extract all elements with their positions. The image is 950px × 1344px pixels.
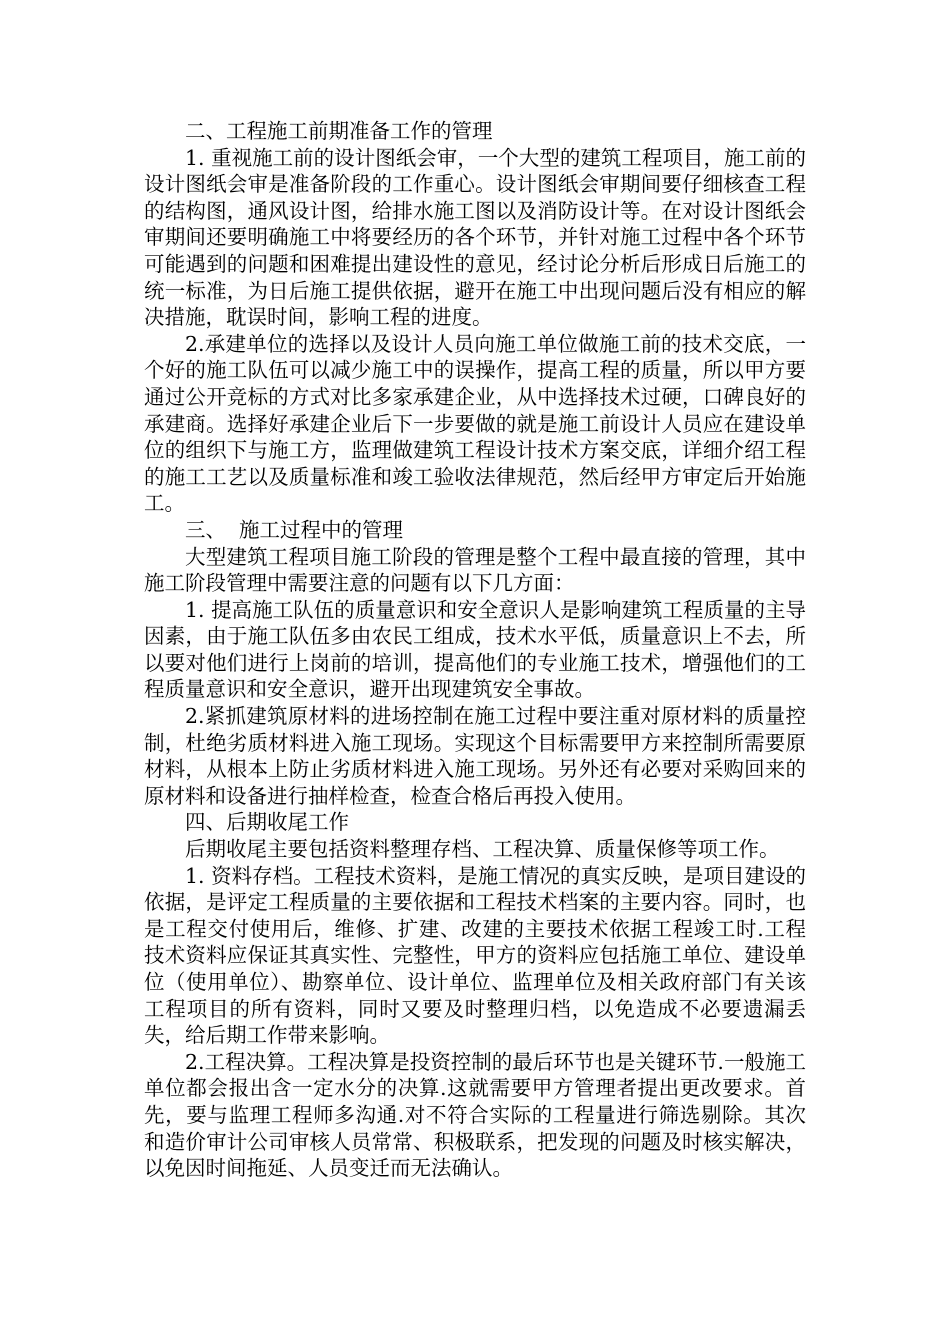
section-heading-2: 二、工程施工前期准备工作的管理 [185, 119, 493, 143]
section-heading-4: 四、后期收尾工作 [185, 810, 349, 835]
paragraph-quality-awareness: 1. 提高施工队伍的质量意识和安全意识人是影响建筑工程质量的主导因素，由于施工队伍多由农民工组成，技术水平低，质量意识上不去，所以要对他们进行上岗前的培训，提高他们的专业施工技术，增强他们的工程质量意识和安全意识，避开出现建筑安全事故。 [144, 597, 806, 702]
paragraph-final-accounts: 2.工程决算。工程决算是投资控制的最后环节也是关键环节.一般施工单位都会报出含一定水分的决算.这就需要甲方管理者提出更改要求。首先，要与监理工程师多沟通.对不符合实际的工程量进行筛选剔除。其次和造价审计公司审核人员常常、积极联系，把发现的问题及时核实解决，以免因时间拖延、人员变迁而无法确认。 [144, 1049, 806, 1181]
paragraph-material-control: 2.紧抓建筑原材料的进场控制在施工过程中要注重对原材料的质量控制，杜绝劣质材料进入施工现场。实现这个目标需要甲方来控制所需要原材料，从根本上防止劣质材料进入施工现场。另外还有必要对采购回来的原材料和设备进行抽样检查，检查合格后再投入使用。 [144, 704, 806, 808]
section-heading-3: 三、 施工过程中的管理 [185, 517, 404, 542]
paragraph-construction-stage: 大型建筑工程项目施工阶段的管理是整个工程中最直接的管理，其中施工阶段管理中需要注意的问题有以下几方面： [144, 544, 806, 596]
paragraph-design-review: 1. 重视施工前的设计图纸会审，一个大型的建筑工程项目，施工前的设计图纸会审是准备阶段的工作重心。设计图纸会审期间要仔细核查工程的结构图，通风设计图，给排水施工图以及消防设计等。在对设计图纸会审期间还要明确施工中将要经历的各个环节，并针对施工过程中各个环节可能遇到的问题和困难提出建设性的意见，经讨论分析后形成日后施工的统一标准，为日后施工提供依据，避开在施工中出现问题后没有相应的解决措施，耽误时间，影响工程的进度。 [144, 145, 806, 330]
paragraph-closing-work: 后期收尾主要包括资料整理存档、工程决算、质量保修等项工作。 [185, 837, 780, 862]
document-body [144, 118, 806, 1182]
paragraph-archiving: 1. 资料存档。工程技术资料，是施工情况的真实反映，是项目建设的依据，是评定工程质量的主要依据和工程技术档案的主要内容。同时，也是工程交付使用后，维修、扩建、改建的主要技术依据工程竣工时.工程技术资料应保证其真实性、完整性，甲方的资料应包括施工单位、建设单位（使用单位）、勘察单位、设计单位、监理单位及相关政府部门有关该工程项目的所有资料，同时又要及时整理归档，以免造成不必要遗漏丢失，给后期工作带来影响。 [144, 863, 806, 1048]
paragraph-contractor-selection: 2.承建单位的选择以及设计人员向施工单位做施工前的技术交底，一个好的施工队伍可以减少施工中的误操作，提高工程的质量，所以甲方要通过公开竞标的方式对比多家承建企业，从中选择技术过硬，口碑良好的承建商。选择好承建企业后下一步要做的就是施工前设计人员应在建设单位的组织下与施工方，监理做建筑工程设计技术方案交底，详细介绍工程的施工工艺以及质量标准和竣工验收法律规范，然后经甲方审定后开始施工。 [144, 331, 806, 516]
